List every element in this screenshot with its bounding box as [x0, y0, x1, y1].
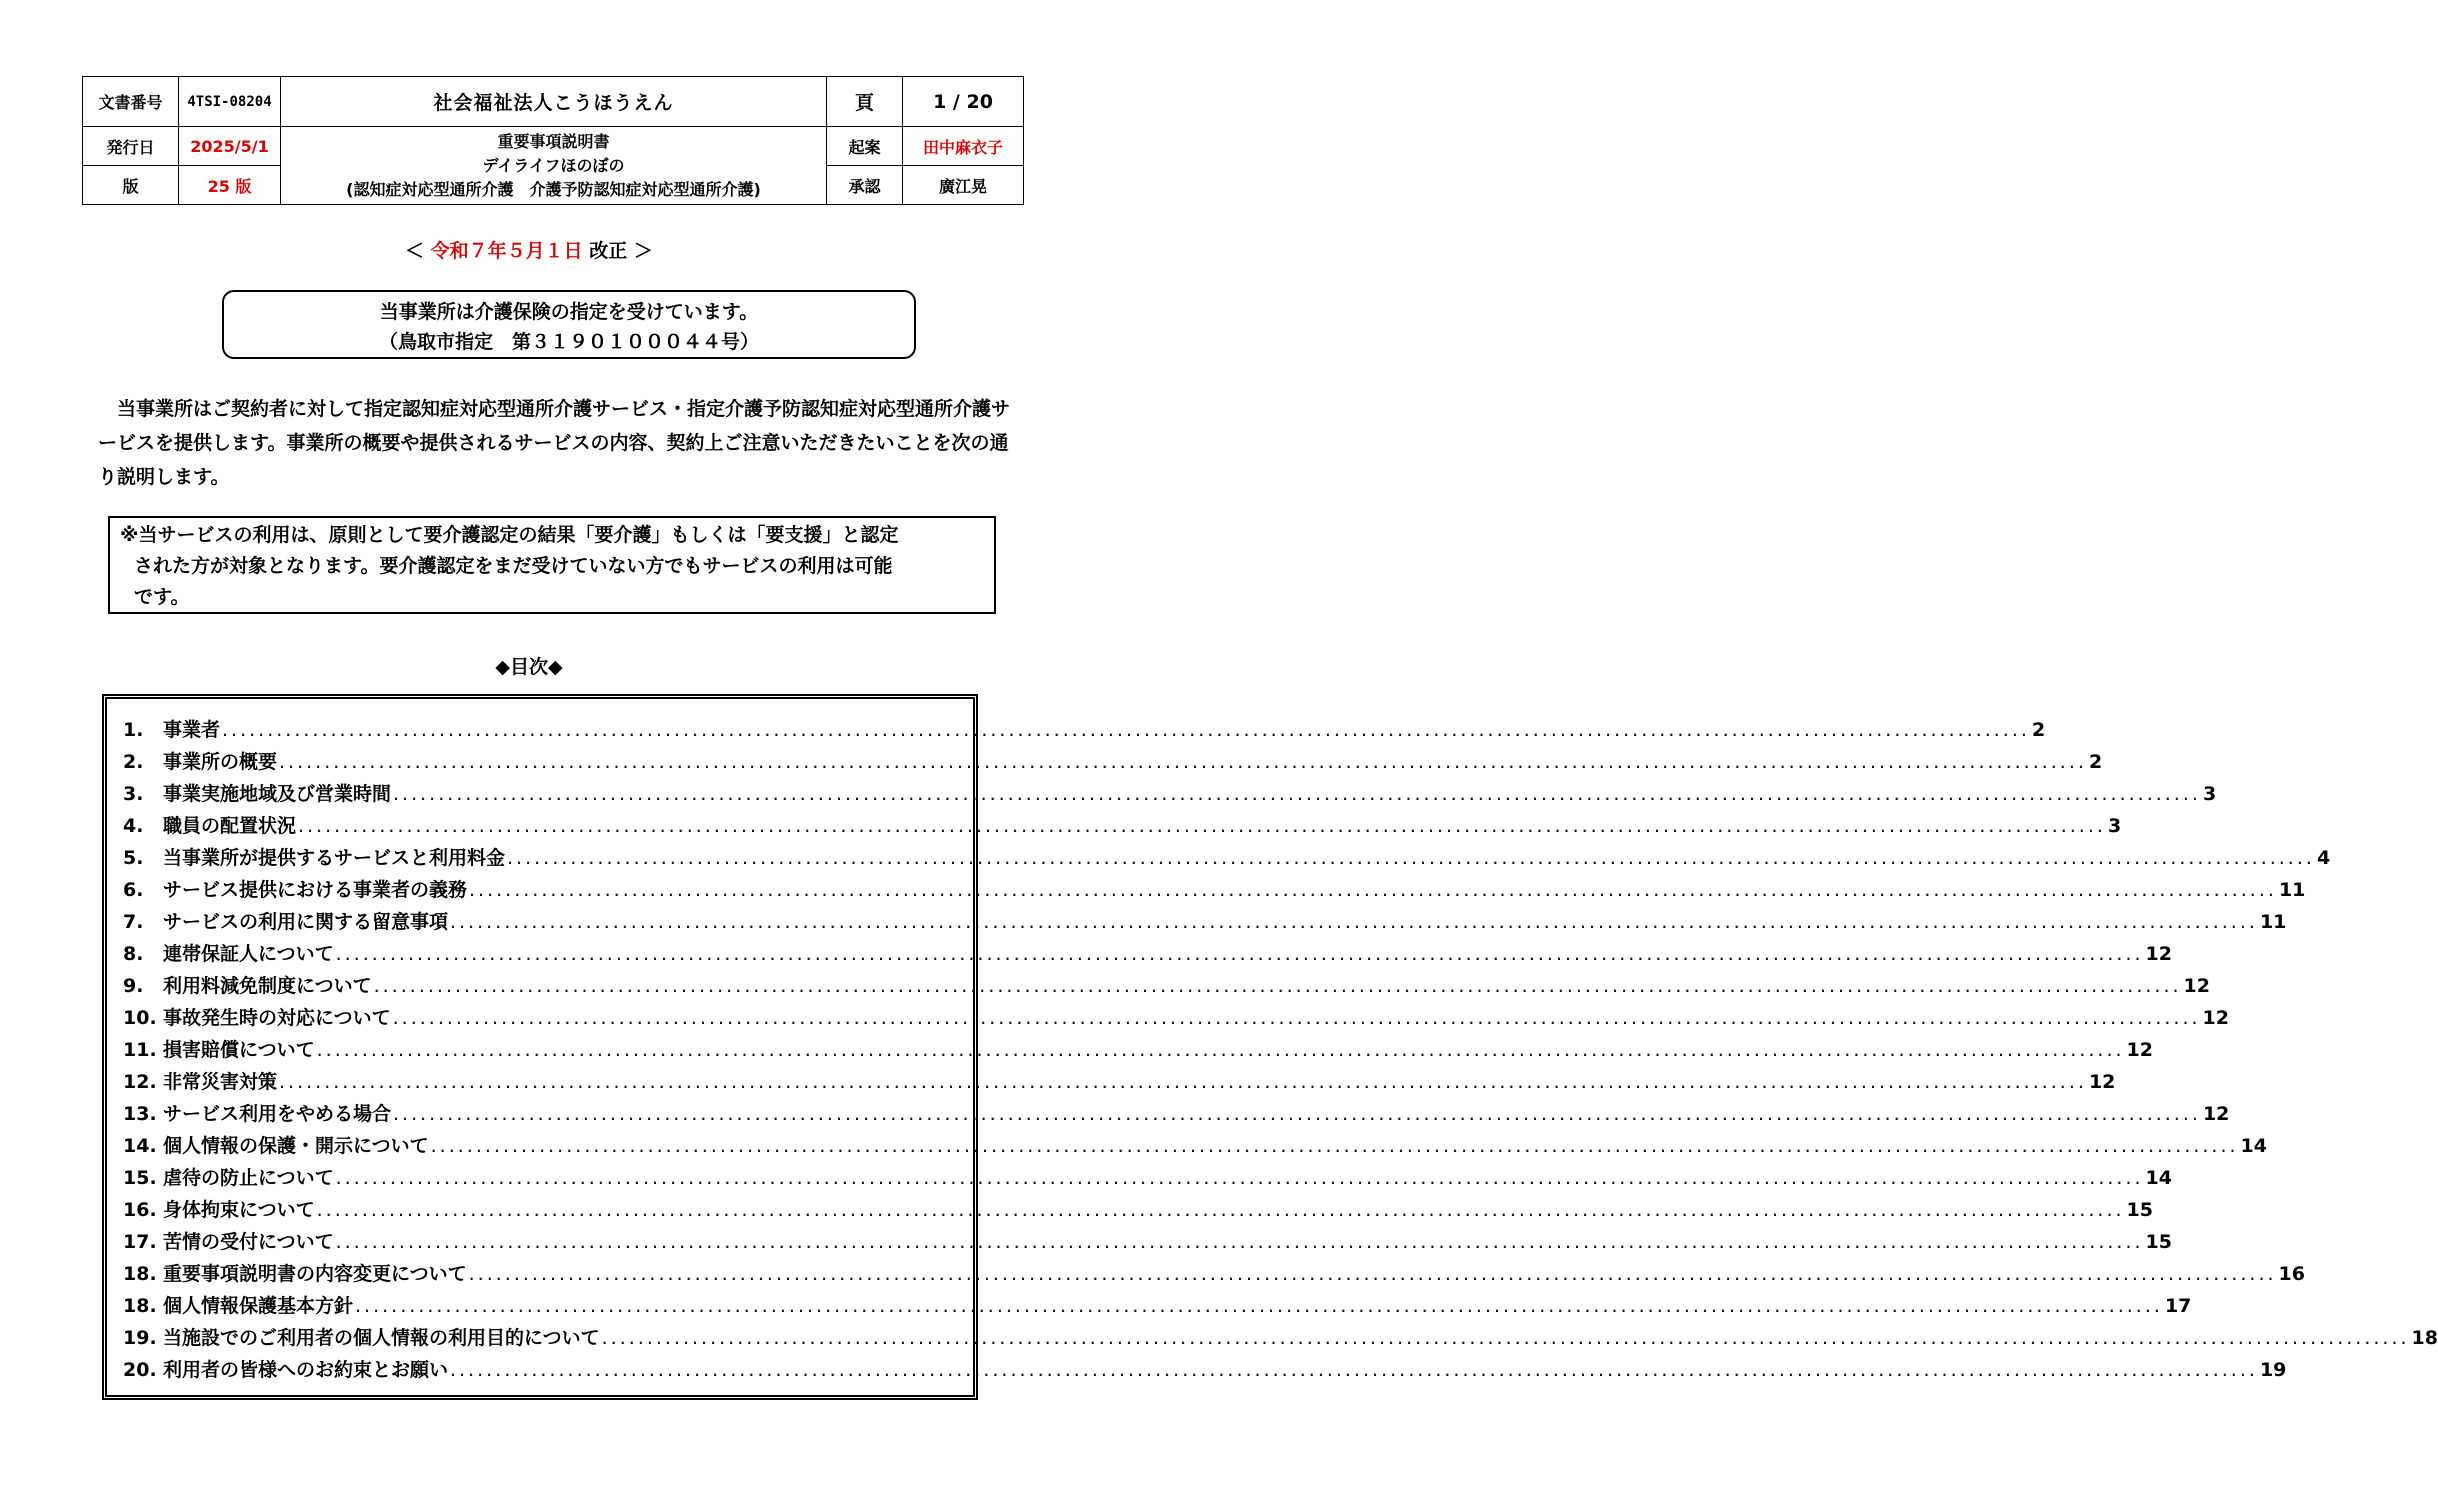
toc-item-title: 事故発生時の対応について: [163, 1007, 391, 1029]
toc-leader-dots: ........................................................................................................................................................................................................: [601, 1327, 2410, 1349]
table-of-contents: [102, 694, 2438, 1400]
toc-item[interactable]: [123, 715, 2046, 747]
toc-leader-dots: ........................................................................................................................................................................................................: [298, 815, 2106, 837]
notice-line-2: された方が対象となります。要介護認定をまだ受けていない方でもサービスの利用は可能: [134, 555, 893, 577]
toc-item-page: 14: [2145, 1167, 2172, 1189]
toc-item-number: 18.: [123, 1295, 157, 1317]
toc-item[interactable]: [123, 1259, 2305, 1291]
toc-item[interactable]: [123, 779, 2217, 811]
eligibility-notice-box: [108, 516, 996, 614]
toc-item-page: 2: [2031, 719, 2046, 741]
title-line-2: デイライフほのぼの: [482, 155, 625, 175]
toc-item-title: 個人情報の保護・開示について: [163, 1135, 429, 1157]
toc-item-number: 2.: [123, 751, 144, 773]
toc-item-page: 3: [2107, 815, 2122, 837]
toc-item-page: 12: [2183, 975, 2210, 997]
revision-close-bracket: ＞: [633, 240, 653, 262]
toc-item-page: 16: [2278, 1263, 2305, 1285]
toc-item-number: 8.: [123, 943, 144, 965]
toc-title: ◆目次◆: [495, 656, 563, 678]
toc-item-page: 17: [2164, 1295, 2192, 1317]
toc-item-title: 事業者: [163, 719, 221, 741]
toc-item-title: サービス利用をやめる場合: [163, 1103, 392, 1125]
title-line-3: (認知症対応型通所介護 介護予防認知症対応型通所介護): [346, 179, 761, 199]
toc-item[interactable]: [123, 1131, 2267, 1163]
toc-item-number: 6.: [123, 879, 144, 901]
toc-item-title: 重要事項説明書の内容変更について: [163, 1263, 467, 1285]
issue-date: 2025/5/1: [179, 127, 281, 166]
toc-item-title: 事業所の概要: [163, 751, 278, 773]
toc-item[interactable]: [123, 1163, 2172, 1195]
toc-leader-dots: ........................................................................................................................................................................................................: [469, 879, 2277, 901]
toc-leader-dots: ........................................................................................................................................................................................................: [373, 975, 2182, 997]
toc-item-number: 3.: [123, 783, 144, 805]
toc-item-number: 16.: [123, 1199, 157, 1221]
document-control-table: [82, 76, 1024, 205]
toc-leader-dots: ........................................................................................................................................................................................................: [450, 1359, 2258, 1381]
toc-leader-dots: ........................................................................................................................................................................................................: [355, 1295, 2163, 1317]
toc-item-number: 13.: [123, 1103, 157, 1125]
intro-paragraph: 当事業所はご契約者に対して指定認知症対応型通所介護サービス・指定介護予防認知症対応型通所介護サービスを提供します。事業所の概要や提供されるサービスの内容、契約上ご注意いただきたいことを次の通り説明します。: [98, 398, 1011, 488]
toc-leader-dots: ........................................................................................................................................................................................................: [335, 943, 2144, 965]
revision-date: 令和７年５月１日: [430, 240, 583, 262]
notice-line-3: です。: [134, 586, 190, 608]
toc-item[interactable]: [123, 939, 2172, 971]
toc-item-title: サービス提供における事業者の義務: [163, 879, 468, 901]
toc-item-page: 12: [2145, 943, 2172, 965]
toc-leader-dots: ........................................................................................................................................................................................................: [430, 1135, 2239, 1157]
toc-leader-dots: ........................................................................................................................................................................................................: [316, 1039, 2125, 1061]
toc-leader-dots: ........................................................................................................................................................................................................: [507, 847, 2315, 869]
edition: 25 版: [179, 166, 281, 205]
toc-item-number: 12.: [123, 1071, 157, 1093]
toc-item-page: 12: [2202, 1007, 2229, 1029]
toc-item-number: 14.: [123, 1135, 157, 1157]
issue-date-label: 発行日: [83, 127, 179, 166]
toc-item-number: 18.: [123, 1263, 157, 1285]
toc-item-title: 当事業所が提供するサービスと利用料金: [163, 847, 506, 869]
toc-leader-dots: ........................................................................................................................................................................................................: [316, 1199, 2125, 1221]
toc-item-number: 15.: [123, 1167, 157, 1189]
toc-item-title: 連帯保証人について: [163, 943, 334, 965]
toc-leader-dots: ........................................................................................................................................................................................................: [279, 751, 2087, 773]
toc-item[interactable]: [123, 1227, 2172, 1259]
toc-leader-dots: ........................................................................................................................................................................................................: [393, 1103, 2201, 1125]
doc-number-label: 文書番号: [83, 77, 179, 127]
toc-item[interactable]: [123, 1099, 2230, 1131]
toc-item-title: 非常災害対策: [163, 1071, 278, 1093]
revision-notice: [0, 236, 1058, 263]
toc-item-title: 身体拘束について: [163, 1199, 315, 1221]
toc-item-title: 事業実施地域及び営業時間: [163, 783, 392, 805]
toc-leader-dots: ........................................................................................................................................................................................................: [468, 1263, 2277, 1285]
toc-item-number: 10.: [123, 1007, 157, 1029]
toc-item[interactable]: [123, 971, 2210, 1003]
toc-item[interactable]: [123, 1355, 2287, 1387]
designation-line-2: （鳥取市指定 第３１９０１０００４４号）: [378, 331, 759, 353]
toc-item[interactable]: [123, 1067, 2116, 1099]
page-label: 頁: [827, 77, 903, 127]
toc-item-title: 苦情の受付について: [163, 1231, 334, 1253]
toc-item-page: 3: [2202, 783, 2217, 805]
toc-item-page: 12: [2202, 1103, 2230, 1125]
toc-item[interactable]: [123, 1323, 2438, 1355]
toc-item-title: 個人情報保護基本方針: [163, 1295, 354, 1317]
toc-leader-dots: ........................................................................................................................................................................................................: [222, 719, 2030, 741]
toc-item-page: 12: [2088, 1071, 2116, 1093]
notice-line-1: ※当サービスの利用は、原則として要介護認定の結果「要介護」もしくは「要支援」と認定: [120, 524, 899, 546]
toc-item[interactable]: [123, 811, 2122, 843]
toc-item-title: サービスの利用に関する留意事項: [163, 911, 449, 933]
toc-item-title: 虐待の防止について: [163, 1167, 334, 1189]
toc-leader-dots: ........................................................................................................................................................................................................: [393, 783, 2201, 805]
toc-item-number: 7.: [123, 911, 144, 933]
toc-item-number: 4.: [123, 815, 144, 837]
toc-item-number: 9.: [123, 975, 144, 997]
toc-item[interactable]: [123, 907, 2287, 939]
revision-text: 改正: [582, 240, 634, 262]
designation-line-1: 当事業所は介護保険の指定を受けています。: [379, 301, 759, 323]
toc-item-number: 20.: [123, 1359, 157, 1381]
edition-label: 版: [83, 166, 179, 205]
toc-item-page: 18: [2411, 1327, 2438, 1349]
toc-item-page: 12: [2126, 1039, 2153, 1061]
toc-item[interactable]: [123, 875, 2306, 907]
toc-item-title: 職員の配置状況: [163, 815, 297, 837]
toc-leader-dots: ........................................................................................................................................................................................................: [392, 1007, 2201, 1029]
toc-leader-dots: ........................................................................................................................................................................................................: [279, 1071, 2087, 1093]
toc-list: [123, 715, 2438, 1387]
toc-item-number: 5.: [123, 847, 144, 869]
approval-label: 承認: [827, 166, 903, 205]
toc-item-number: 1.: [123, 719, 144, 741]
toc-item-number: 17.: [123, 1231, 157, 1253]
toc-item[interactable]: [123, 1003, 2229, 1035]
page-indicator: 1 / 20: [903, 77, 1024, 127]
toc-item-title: 当施設でのご利用者の個人情報の利用目的について: [163, 1327, 600, 1349]
draft-label: 起案: [827, 127, 903, 166]
toc-item-page: 11: [2278, 879, 2306, 901]
toc-item[interactable]: [123, 1291, 2192, 1323]
toc-leader-dots: ........................................................................................................................................................................................................: [335, 1231, 2144, 1253]
toc-item-page: 4: [2316, 847, 2331, 869]
toc-item-page: 19: [2259, 1359, 2287, 1381]
toc-item[interactable]: [123, 843, 2331, 875]
toc-item-page: 11: [2259, 911, 2287, 933]
toc-item-page: 14: [2240, 1135, 2267, 1157]
toc-item[interactable]: [123, 1195, 2153, 1227]
organization-name: 社会福祉法人こうほうえん: [281, 77, 827, 127]
toc-item-page: 15: [2145, 1231, 2172, 1253]
toc-item-title: 利用料減免制度について: [163, 975, 372, 997]
document-title: [281, 127, 827, 205]
title-line-1: 重要事項説明書: [497, 131, 610, 151]
approval-name: 廣江晃: [903, 166, 1024, 205]
toc-item-number: 11.: [123, 1039, 157, 1061]
revision-open-bracket: ＜: [405, 240, 431, 262]
toc-item-title: 利用者の皆様へのお約束とお願い: [163, 1359, 449, 1381]
toc-item-number: 19.: [123, 1327, 157, 1349]
toc-item[interactable]: [123, 747, 2103, 779]
designation-box: [222, 290, 916, 359]
toc-item[interactable]: [123, 1035, 2153, 1067]
draft-name: 田中麻衣子: [903, 127, 1024, 166]
toc-leader-dots: ........................................................................................................................................................................................................: [335, 1167, 2144, 1189]
toc-item-page: 15: [2126, 1199, 2153, 1221]
toc-item-title: 損害賠償について: [163, 1039, 315, 1061]
doc-number: 4TSI-08204: [179, 77, 281, 127]
toc-leader-dots: ........................................................................................................................................................................................................: [450, 911, 2258, 933]
toc-item-page: 2: [2088, 751, 2103, 773]
